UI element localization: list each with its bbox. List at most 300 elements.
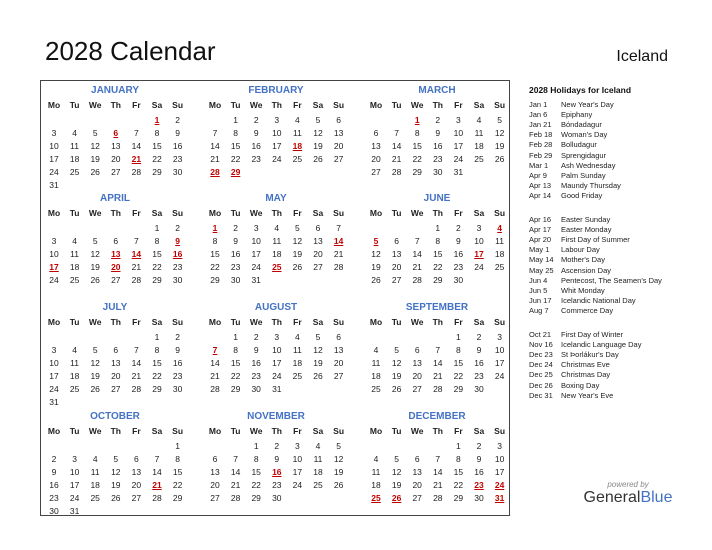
month-name: DECEMBER [408,411,466,422]
day-cell: 26 [313,154,323,164]
day-cell: 22 [251,480,261,490]
holiday-name: Christmas Day [561,370,611,380]
day-cell: 16 [474,467,484,477]
weekday-header: Sa [312,100,324,110]
day-cell: 24 [272,371,282,381]
day-cell: 9 [253,128,259,138]
day-cell: 23 [49,493,59,503]
holiday-date: Apr 14 [529,190,552,200]
day-cell: 9 [233,236,238,246]
weekday-header: Su [494,208,506,218]
holiday-row [529,120,602,130]
holiday-row [529,370,610,380]
day-cell: 11 [495,236,504,246]
holiday-row [529,391,613,401]
day-cell: 21 [433,480,443,490]
month-name: SEPTEMBER [405,302,469,313]
day-cell: 16 [433,141,443,151]
weekday-header: Th [110,426,121,436]
day-cell: 30 [474,493,484,503]
holiday-day-cell: 21 [131,154,142,164]
weekday-header: Th [271,426,282,436]
day-cell: 29 [453,384,464,394]
day-cell: 5 [394,454,399,464]
month-name: MAY [265,193,287,204]
day-cell: 11 [313,454,323,464]
day-cell: 22 [412,154,422,164]
day-cell: 21 [433,371,443,381]
day-cell: 5 [295,223,300,233]
weekday-header: Mo [208,426,222,436]
day-cell: 17 [69,480,80,490]
day-cell: 22 [230,154,241,164]
holiday-day-cell: 31 [494,493,505,503]
holiday-date: May 14 [529,255,554,265]
day-cell: 28 [210,384,220,394]
day-cell: 9 [456,236,461,246]
day-cell: 2 [476,441,482,451]
day-cell: 4 [274,223,280,233]
weekday-header: Mo [208,317,222,327]
day-cell: 10 [251,236,261,246]
day-cell: 21 [131,262,142,272]
day-cell: 9 [274,454,280,464]
brand-name [583,489,673,507]
weekday-header: Mo [47,317,61,327]
day-cell: 22 [433,262,443,272]
day-cell: 1 [456,332,461,342]
day-cell: 27 [111,167,121,177]
day-cell: 19 [313,358,323,368]
weekday-header: Th [432,317,443,327]
day-cell: 1 [175,441,180,451]
day-cell: 23 [433,154,443,164]
day-cell: 15 [230,141,241,151]
day-cell: 3 [295,441,300,451]
day-cell: 3 [476,223,482,233]
weekday-header: Mo [369,426,383,436]
day-cell: 30 [251,384,261,394]
holiday-row [529,276,662,286]
holiday-date: Nov 16 [529,340,553,350]
holiday-name: Good Friday [561,190,603,200]
day-cell: 26 [333,480,344,490]
day-cell: 23 [453,262,464,272]
day-cell: 20 [131,480,142,490]
day-cell: 26 [292,262,303,272]
day-cell: 11 [90,467,100,477]
holiday-row [529,381,599,391]
weekday-header: Sa [151,208,163,218]
holiday-row [529,235,630,245]
day-cell: 21 [131,371,142,381]
weekday-header: Sa [312,208,324,218]
weekday-header: Fr [454,208,463,218]
page-title: 2028 Calendar [45,36,216,66]
holiday-row [529,100,614,110]
weekday-header: Sa [312,317,324,327]
day-cell: 2 [456,223,461,233]
day-cell: 29 [453,493,464,503]
day-cell: 20 [371,154,381,164]
day-cell: 7 [134,345,139,355]
holiday-date: Feb 18 [529,130,553,140]
day-cell: 14 [433,467,443,477]
day-cell: 16 [172,141,183,151]
weekday-header: Sa [312,426,324,436]
weekday-header: We [249,317,263,327]
day-cell: 26 [371,275,381,285]
day-cell: 18 [474,141,484,151]
day-cell: 19 [391,480,402,490]
weekday-header: Tu [69,317,80,327]
holiday-day-cell: 25 [272,262,282,272]
holiday-row [529,266,611,276]
day-cell: 18 [69,371,80,381]
weekday-header: Fr [293,208,302,218]
day-cell: 30 [49,506,59,516]
weekday-header: Tu [69,426,80,436]
day-cell: 5 [92,128,98,138]
day-cell: 15 [152,249,162,259]
day-cell: 14 [131,141,142,151]
day-cell: 24 [49,384,59,394]
day-cell: 3 [72,454,77,464]
day-cell: 11 [70,358,79,368]
weekday-header: We [88,426,102,436]
day-cell: 14 [230,467,241,477]
day-cell: 18 [69,262,80,272]
day-cell: 20 [412,371,422,381]
day-cell: 21 [210,154,220,164]
day-cell: 22 [152,154,162,164]
day-cell: 11 [371,358,381,368]
day-cell: 27 [391,275,402,285]
day-cell: 29 [412,167,422,177]
day-cell: 11 [371,467,381,477]
day-cell: 9 [51,467,57,477]
day-cell: 27 [412,493,422,503]
holiday-name: Woman's Day [561,130,608,140]
weekday-header: We [88,317,102,327]
weekday-header: Th [432,426,443,436]
weekday-header: Tu [391,317,402,327]
day-cell: 22 [230,371,241,381]
month-name: OCTOBER [90,411,140,422]
holiday-date: Apr 9 [529,170,547,180]
day-cell: 8 [154,128,160,138]
holiday-date: Jan 1 [529,100,548,109]
weekday-header: Fr [454,100,463,110]
day-cell: 28 [412,275,422,285]
holiday-day-cell: 28 [210,167,220,177]
day-cell: 6 [394,236,399,246]
weekday-header: Tu [230,317,241,327]
day-cell: 30 [453,275,464,285]
day-cell: 15 [251,467,261,477]
day-cell: 29 [152,167,162,177]
weekday-header: Tu [230,208,241,218]
day-cell: 4 [72,345,77,355]
day-cell: 4 [295,115,300,125]
day-cell: 31 [251,275,261,285]
day-cell: 17 [251,249,261,259]
holiday-day-cell: 21 [152,480,162,490]
day-cell: 7 [394,128,399,138]
holiday-list [529,85,699,400]
holiday-name: Bóndadagur [561,120,602,130]
holiday-row [529,171,606,181]
day-cell: 6 [134,454,139,464]
holiday-date: Dec 23 [529,350,553,360]
weekday-header: Mo [369,208,383,218]
day-cell: 14 [210,358,220,368]
month-name: AUGUST [254,302,298,313]
day-cell: 14 [412,249,422,259]
day-cell: 17 [292,467,303,477]
weekday-header: Mo [369,317,383,327]
day-cell: 22 [152,371,162,381]
month-name: NOVEMBER [247,411,305,422]
day-cell: 2 [175,223,180,233]
day-cell: 3 [51,236,57,246]
holiday-name: Pentecost, The Seamen's Day [561,275,662,285]
day-cell: 1 [233,115,238,125]
day-cell: 23 [172,371,183,381]
day-cell: 6 [336,332,341,342]
day-cell: 10 [453,128,464,138]
day-cell: 9 [253,345,259,355]
weekday-header: Su [333,426,345,436]
holiday-day-cell: 14 [333,236,344,246]
day-cell: 27 [412,384,422,394]
day-cell: 23 [272,480,282,490]
holiday-name: Commerce Day [561,305,614,315]
day-cell: 13 [313,236,323,246]
day-cell: 6 [336,115,341,125]
day-cell: 27 [333,154,344,164]
day-cell: 28 [131,167,142,177]
day-cell: 26 [111,493,121,503]
day-cell: 9 [435,128,441,138]
day-cell: 5 [113,454,119,464]
day-cell: 8 [414,128,420,138]
holiday-row [529,151,606,161]
day-cell: 24 [474,262,484,272]
day-cell: 9 [175,128,180,138]
day-cell: 10 [272,345,282,355]
day-cell: 12 [90,358,100,368]
day-cell: 28 [433,384,443,394]
weekday-header: Sa [473,100,485,110]
day-cell: 29 [210,275,220,285]
weekday-header: Mo [47,100,61,110]
day-cell: 31 [272,384,282,394]
day-cell: 3 [456,115,461,125]
weekday-header: Fr [132,317,141,327]
day-cell: 13 [131,467,142,477]
holiday-name: Maundy Thursday [561,180,621,190]
day-cell: 7 [435,345,441,355]
day-cell: 1 [456,441,461,451]
holiday-row [529,245,600,255]
day-cell: 19 [313,141,323,151]
day-cell: 23 [172,262,183,272]
day-cell: 12 [494,128,505,138]
day-cell: 19 [371,262,381,272]
weekday-header: Sa [151,317,163,327]
day-cell: 23 [251,154,261,164]
day-cell: 4 [373,454,379,464]
weekday-header: Su [172,208,184,218]
holiday-row [529,110,592,120]
day-cell: 9 [476,454,482,464]
day-cell: 21 [230,480,241,490]
day-cell: 21 [333,249,344,259]
weekday-header: Th [271,100,282,110]
holiday-date: Jun 5 [529,285,548,295]
day-cell: 13 [412,358,422,368]
day-cell: 10 [292,454,303,464]
day-cell: 7 [435,454,441,464]
day-cell: 27 [313,262,323,272]
day-cell: 5 [336,441,341,451]
holiday-name: Sprengidagur [561,150,607,160]
day-cell: 18 [371,480,381,490]
day-cell: 23 [251,371,261,381]
holiday-date: Mar 1 [529,160,549,170]
weekday-header: Sa [151,100,163,110]
day-cell: 7 [134,236,139,246]
holiday-day-cell: 1 [212,223,218,233]
day-cell: 14 [391,141,402,151]
weekday-header: We [249,208,263,218]
day-cell: 22 [172,480,183,490]
holiday-row [529,181,621,191]
day-cell: 17 [272,358,282,368]
day-cell: 12 [292,236,303,246]
day-cell: 16 [172,358,183,368]
day-cell: 26 [90,384,100,394]
weekday-header: Su [172,317,184,327]
day-cell: 21 [412,262,422,272]
day-cell: 27 [111,275,121,285]
holiday-name: New Year's Eve [561,390,614,400]
day-cell: 1 [154,223,160,233]
day-cell: 30 [230,275,241,285]
weekday-header: Tu [230,100,241,110]
day-cell: 22 [210,262,220,272]
holiday-row [529,225,611,235]
weekday-header: Th [432,100,443,110]
day-cell: 17 [494,358,505,368]
holiday-date: Apr 17 [529,225,552,235]
day-cell: 2 [274,441,280,451]
weekday-header: Sa [473,208,485,218]
day-cell: 6 [113,345,119,355]
day-cell: 27 [333,371,344,381]
holiday-date: Dec 25 [529,370,553,380]
weekday-header: Fr [293,426,302,436]
weekday-header: We [249,100,263,110]
day-cell: 10 [494,345,505,355]
day-cell: 25 [313,480,323,490]
weekday-header: Mo [369,100,383,110]
day-cell: 25 [371,384,381,394]
holiday-row [529,330,623,340]
weekday-header: Th [110,208,121,218]
day-cell: 24 [272,154,282,164]
day-cell: 10 [474,236,484,246]
day-cell: 6 [315,223,321,233]
day-cell: 24 [292,480,303,490]
weekday-header: Sa [151,426,163,436]
day-cell: 7 [336,223,341,233]
holiday-row [529,161,615,171]
weekday-header: Su [333,317,345,327]
day-cell: 26 [391,384,402,394]
holiday-date: Aug 7 [529,305,549,315]
day-cell: 8 [253,454,259,464]
weekday-header: We [410,100,424,110]
day-cell: 31 [453,167,464,177]
day-cell: 20 [412,480,422,490]
day-cell: 4 [295,332,300,342]
day-cell: 13 [391,249,402,259]
holiday-name: Bolludagur [561,140,597,150]
day-cell: 20 [333,358,344,368]
day-cell: 15 [172,467,183,477]
day-cell: 2 [253,115,259,125]
day-cell: 7 [212,128,218,138]
day-cell: 16 [230,249,241,259]
weekday-header: We [410,426,424,436]
day-cell: 9 [175,345,180,355]
holiday-day-cell: 1 [154,115,160,125]
holiday-row [529,215,610,225]
holiday-day-cell: 1 [414,115,420,125]
day-cell: 6 [414,454,420,464]
day-cell: 23 [230,262,241,272]
day-cell: 6 [373,128,379,138]
day-cell: 8 [233,128,238,138]
weekday-header: Su [494,317,506,327]
day-cell: 12 [333,454,344,464]
holiday-date: Oct 21 [529,330,552,339]
day-cell: 12 [90,249,100,259]
holiday-date: Dec 26 [529,380,553,390]
day-cell: 25 [90,493,100,503]
day-cell: 25 [494,262,505,272]
holiday-name: First Day of Summer [561,235,630,245]
holiday-name: Epiphany [561,110,593,120]
day-cell: 19 [90,154,100,164]
month-name: APRIL [100,193,130,204]
day-cell: 13 [111,358,121,368]
day-cell: 4 [72,128,77,138]
month-name: JUNE [423,193,451,204]
day-cell: 28 [391,167,402,177]
day-cell: 30 [172,384,183,394]
brand-name-accent: Blue [640,489,673,506]
day-cell: 25 [69,167,80,177]
day-cell: 12 [391,358,402,368]
day-cell: 8 [212,236,218,246]
day-cell: 18 [371,371,381,381]
day-cell: 19 [111,480,121,490]
day-cell: 2 [51,454,57,464]
holiday-day-cell: 25 [371,493,381,503]
